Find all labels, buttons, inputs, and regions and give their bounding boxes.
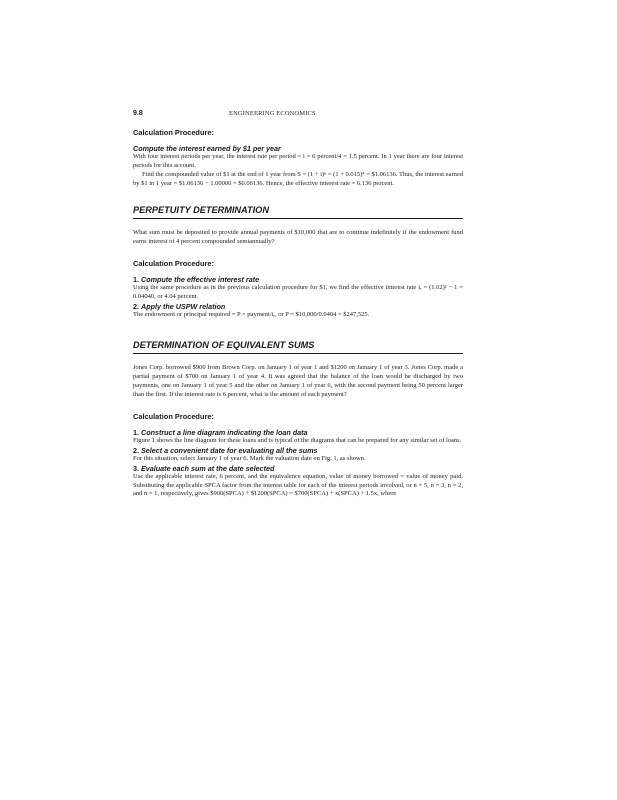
step-title-text: Compute the effective interest rate <box>141 275 260 285</box>
equivalent-step-2-text: For this situation, select January 1 of year 6. Mark the valuation date on Fig. 1, as shown. <box>133 454 366 462</box>
step-number: 2. <box>133 445 139 455</box>
step-title-text: Evaluate each sum at the date selected <box>141 463 275 473</box>
compounded-value-paragraph: Find the compounded value of $1 at the end of 1 year from S = (1 + i)ⁿ = (1 + 0.015)⁴ = $1.06136. Thus, the interest earned by $1 in 1 year = $1.06136 − 1.00000 = $0.06136. Hence, the effective interest rate = 6.136 percent. <box>133 170 463 187</box>
step-number: 1. <box>133 275 139 285</box>
step-title-text: Construct a line diagram indicating the loan data <box>141 427 308 437</box>
equivalent-sums-intro: Jones Corp. borrowed $900 from Brown Corp. on January 1 of year 1 and $1200 on January 1 of year 3. Jones Corp. made a partial payment of $700 on January 1 of year 4. It was agreed that the balance of the loan would be discharged by two payments, one on January 1 of year 5 and the other on January 1 of year 6, with the second payment being 50 percent larger than the first. If the interest rate is 6 percent, what is the amount of each payment? <box>133 364 463 398</box>
perpetuity-step-2-text: The endowment or principal required = P = payment/iₑ, or P = $10,000/0.0404 = $247,525. <box>133 311 370 319</box>
perpetuity-step-1-title <box>133 275 463 284</box>
calculation-procedure-heading: Calculation Procedure: <box>133 128 214 137</box>
equivalent-calc-heading: Calculation Procedure: <box>133 411 214 421</box>
equivalent-step-2-title <box>133 446 463 455</box>
interest-earned-subheading: Compute the interest earned by $1 per year <box>133 144 281 153</box>
equivalent-step-1-text: Figure 1 shows the line diagram for these loans and is typical of the diagrams that can be prepared for any similar set of loans. <box>133 436 462 444</box>
running-title: ENGINEERING ECONOMICS <box>229 110 316 117</box>
equivalent-step-3-title <box>133 464 463 473</box>
perpetuity-section-title: PERPETUITY DETERMINATION <box>133 205 463 219</box>
perpetuity-step-2-title <box>133 302 463 311</box>
perpetuity-calc-heading: Calculation Procedure: <box>133 259 214 269</box>
step-number: 2. <box>133 302 139 312</box>
interest-period-paragraph: With four interest periods per year, the interest rate per period = i = 6 percent/4 = 1.5 percent. In 1 year there are four interest periods for this account. <box>133 153 463 169</box>
equivalent-step-3-text: Use the applicable interest rate, 6 percent, and the equivalence equation, value of money borrowed = value of money paid. Substituting the applicable SPCA factor from the interest table for each of the interest periods involved, or n = 5, n = 3, n = 2, and n = 1, respectively, gives $900(SPCA) + $1200(SPCA) = $700(SPCA) + x(SPCA) + 1.5x, where <box>133 472 463 498</box>
perpetuity-step-1-text: Using the same procedure as in the previous calculation procedure for $1, we find the effective interest rate iₑ = (1.02)² − 1 = 0.04040, or 4.04 percent. <box>133 284 463 301</box>
equivalent-sums-section-title: DETERMINATION OF EQUIVALENT SUMS <box>133 340 463 354</box>
step-number: 3. <box>133 463 139 473</box>
running-header <box>133 110 463 122</box>
step-number: 1. <box>133 427 139 437</box>
perpetuity-intro: What sum must be deposited to provide annual payments of $10,000 that are to continue indefinitely if the endowment fund earns interest of 4 percent compounded semiannually? <box>133 228 463 245</box>
equivalent-step-1-title <box>133 428 463 437</box>
step-title-text: Select a convenient date for evaluating all the sums <box>141 445 318 455</box>
document-page <box>133 110 463 499</box>
step-title-text: Apply the USPW relation <box>141 302 226 312</box>
page-number: 9.8 <box>133 110 143 117</box>
